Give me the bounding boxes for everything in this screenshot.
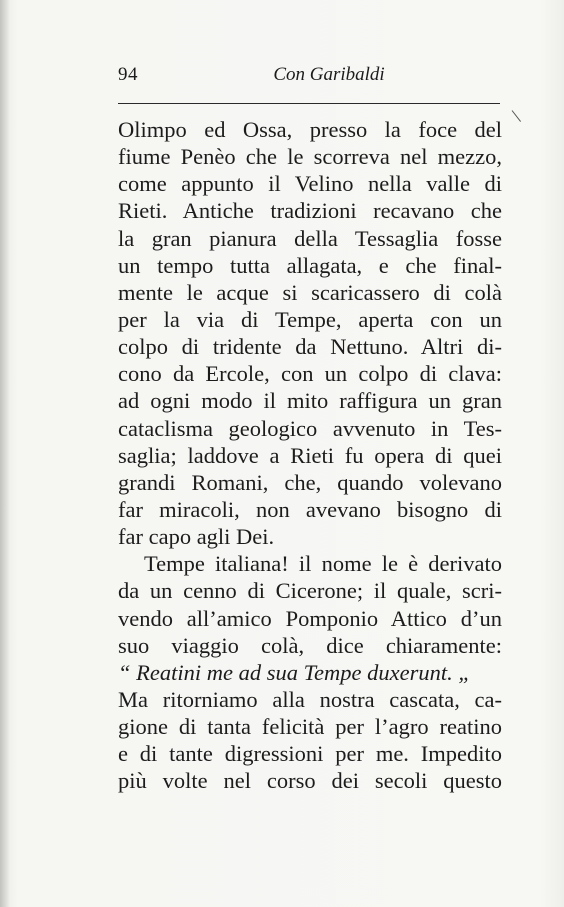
text-line: come appunto il Velino nella valle di (118, 171, 502, 197)
page-edge-shadow (0, 0, 10, 907)
text-line: più volte nel corso dei secoli questo (118, 768, 502, 794)
body-text (118, 116, 502, 795)
text-line: saglia; laddove a Rieti fu opera di quei (118, 442, 502, 468)
text-line: ad ogni modo il mito raffigura un gran (118, 388, 502, 414)
text-line: da un cenno di Cicerone; il quale, scri- (118, 578, 502, 604)
running-title: Con Garibaldi (273, 64, 385, 85)
stray-pencil-mark (512, 110, 521, 122)
latin-quotation-line: “ Reatini me ad sua Tempe duxerunt. „ (118, 659, 471, 685)
text-line: mente le acque si scaricassero di colà (118, 279, 502, 305)
header-rule (118, 103, 500, 104)
text-line: e di tante digressioni per me. Impedito (118, 741, 502, 767)
text-line: far miracoli, non avevano bisogno di (118, 496, 502, 522)
text-line: gione di tanta felicità per l’agro reatino (118, 714, 502, 740)
text-line: un tempo tutta allagata, e che final- (118, 252, 502, 278)
text-line: grandi Romani, che, quando volevano (118, 469, 502, 495)
text-line: colpo di tridente da Nettuno. Altri di- (118, 334, 502, 360)
text-line: vendo all’amico Pomponio Attico d’un (118, 605, 502, 631)
text-line: suo viaggio colà, dice chiaramente: (118, 632, 502, 658)
text-line: cono da Ercole, con un colpo di clava: (118, 361, 502, 387)
paragraph-start-line: Tempe italiana! il nome le è derivato (144, 551, 502, 577)
text-line: fiume Penèo che le scorreva nel mezzo, (118, 144, 502, 170)
text-line: Ma ritorniamo alla nostra cascata, ca- (118, 686, 502, 712)
text-line: Rieti. Antiche tradizioni recavano che (118, 198, 502, 224)
page-number: 94 (118, 64, 138, 85)
text-line: cataclisma geologico avvenuto in Tes- (118, 415, 502, 441)
text-line: Olimpo ed Ossa, presso la foce del (118, 117, 502, 142)
text-line: per la via di Tempe, aperta con un (118, 306, 502, 332)
paragraph-end-line: far capo agli Dei. (118, 524, 275, 550)
text-line: la gran pianura della Tessaglia fosse (118, 225, 502, 251)
page-header (118, 64, 500, 94)
